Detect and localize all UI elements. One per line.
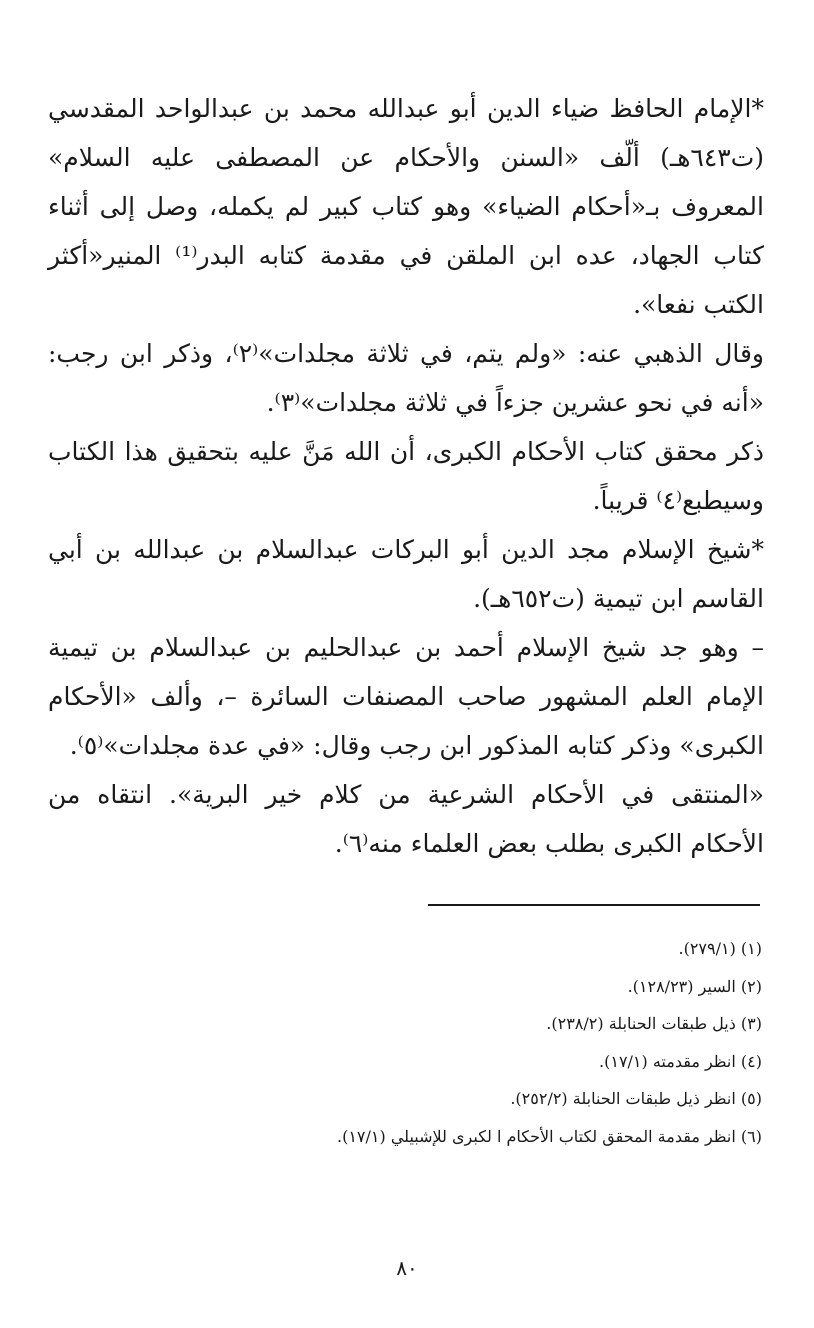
footnote-4: (٤) انظر مقدمته (١٧/١).	[599, 1051, 762, 1071]
footnotes	[48, 930, 762, 1155]
paragraph-dhahabi-quote: وقال الذهبي عنه: «ولم يتم، في ثلاثة مجلدات»⁽٢⁾، وذكر ابن رجب: «أنه في نحو عشرين جزءاً في ثلاثة مجلدات»⁽٣⁾.	[48, 339, 764, 417]
footnote-separator	[428, 904, 760, 906]
paragraph-diya-maqdisi: *الإمام الحافظ ضياء الدين أبو عبدالله محمد بن عبدالواحد المقدسي (ت٦٤٣هـ) ألّف «السنن والأحكام عن المصطفى عليه السلام» المعروف بـ«أحكام الضياء» وهو كتاب كبير لم يكمله، وصل إلى أثناء كتاب الجهاد، عده ابن الملقن في مقدمة كتابه البدر⁽¹⁾ المنير«أكثر الكتب نفعا».	[48, 94, 765, 319]
paragraph-editor-note: ذكر محقق كتاب الأحكام الكبرى، أن الله مَنَّ عليه بتحقيق هذا الكتاب وسيطبع⁽٤⁾ قريباً.	[48, 437, 764, 515]
footnote-2: (٢) السير (١٢٨/٢٣).	[627, 976, 762, 996]
paragraph-ahkam-kubra: – وهو جد شيخ الإسلام أحمد بن عبدالحليم بن عبدالسلام بن تيمية الإمام العلم المشهور صاحب المصنفات السائرة –، وألف «الأحكام الكبرى» وذكر كتابه المذكور ابن رجب وقال: «في عدة مجلدات»⁽٥⁾.	[48, 633, 764, 760]
footnote-5: (٥) انظر ذيل طبقات الحنابلة (٢٥٢/٢).	[510, 1089, 762, 1108]
main-text	[48, 84, 764, 868]
page-number: ٨٠	[396, 1256, 418, 1280]
footnote-1: (١) (٢٧٩/١).	[678, 939, 762, 958]
footnote-3: (٣) ذيل طبقات الحنابلة (٢٣٨/٢).	[546, 1014, 762, 1033]
paragraph-majd-ibn-taymiyya: *شيخ الإسلام مجد الدين أبو البركات عبدالسلام بن عبدالله بن أبي القاسم ابن تيمية (ت٦٥٢هـ).	[48, 535, 764, 613]
paragraph-muntaqa: «المنتقى في الأحكام الشرعية من كلام خير البرية». انتقاه من الأحكام الكبرى بطلب بعض العلماء منه⁽٦⁾.	[48, 780, 764, 858]
footnote-6: (٦) انظر مقدمة المحقق لكتاب الأحكام ا لكبرى للإشبيلي (١٧/١).	[336, 1126, 762, 1146]
